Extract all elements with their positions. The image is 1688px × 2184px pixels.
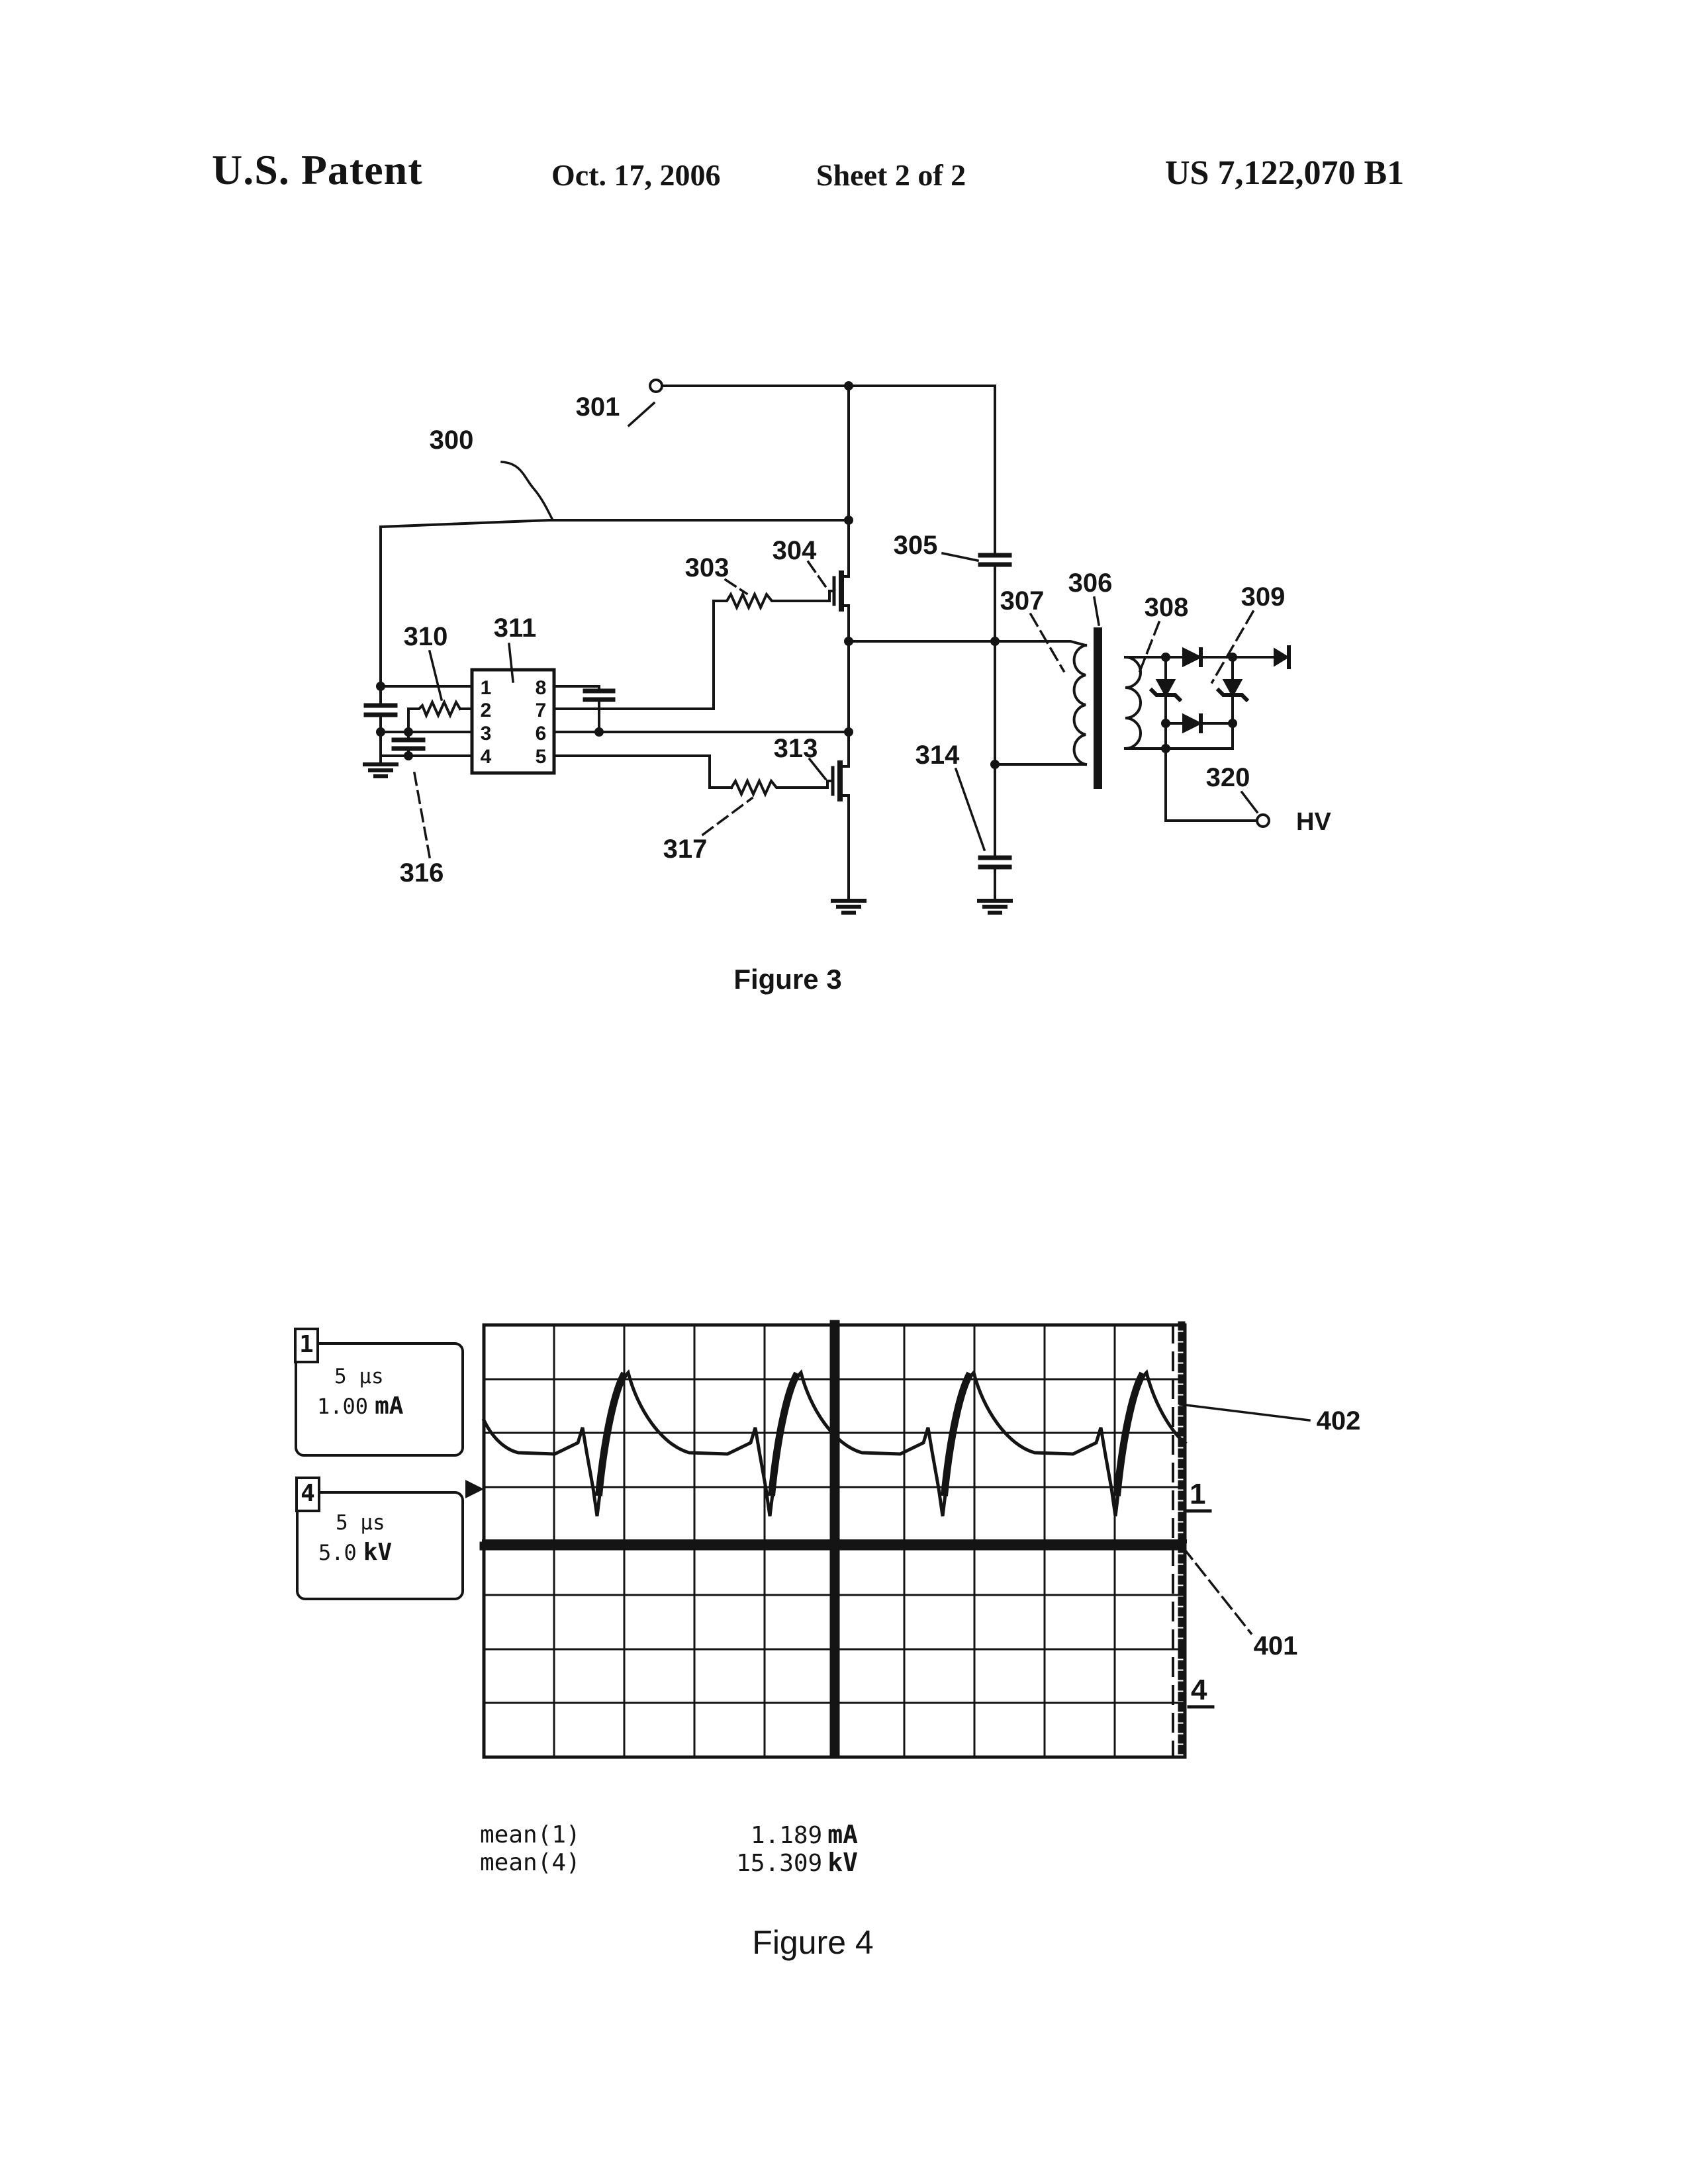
label-311: 311 xyxy=(493,614,537,643)
ch4-scale-value: 5.0 xyxy=(318,1540,357,1565)
ch1-trace-fast-edges xyxy=(599,1377,1141,1492)
label-316: 316 xyxy=(399,858,444,887)
ch4-scale xyxy=(318,1539,461,1566)
capacitor-305 xyxy=(980,555,1009,565)
ground-symbol-leg-icon xyxy=(979,901,1011,913)
patent-header-number: US 7,122,070 B1 xyxy=(1165,154,1405,192)
ch4-timebase: 5 µs xyxy=(336,1511,385,1535)
resistor-317 xyxy=(731,781,833,794)
figure4-caption: Figure 4 xyxy=(752,1924,874,1961)
mean1-label: mean(1) xyxy=(480,1821,581,1848)
label-310: 310 xyxy=(403,622,448,651)
leader-308 xyxy=(1140,622,1159,671)
label-300: 300 xyxy=(429,426,474,455)
label-402: 402 xyxy=(1316,1406,1361,1435)
pin-4: 4 xyxy=(480,746,492,768)
figure3-caption: Figure 3 xyxy=(733,964,842,995)
label-314: 314 xyxy=(915,741,960,770)
pin-2: 2 xyxy=(480,700,492,721)
marker-ch1: 1 xyxy=(1190,1478,1206,1510)
hv-terminal-icon xyxy=(1257,815,1269,827)
mosfet-313 xyxy=(833,763,849,799)
patent-header-date: Oct. 17, 2006 xyxy=(551,158,721,192)
capacitor-316 xyxy=(366,705,395,715)
pin-8: 8 xyxy=(535,677,547,699)
ch1-scale-unit: mA xyxy=(375,1392,404,1420)
leader-lines xyxy=(414,403,1257,857)
mean1-value-row xyxy=(702,1820,858,1849)
label-308: 308 xyxy=(1144,593,1189,622)
capacitor-pin8 xyxy=(585,691,613,700)
patent-header-title: U.S. Patent xyxy=(212,146,423,193)
transformer-primary-307 xyxy=(1074,645,1086,764)
mean4-value-row xyxy=(702,1848,858,1877)
ground-symbol-bus-icon xyxy=(833,901,865,913)
label-305: 305 xyxy=(893,531,938,560)
ch4-settings-box xyxy=(296,1491,464,1600)
trigger-arrow-icon xyxy=(465,1480,484,1498)
leader-304 xyxy=(808,562,825,586)
label-301: 301 xyxy=(575,392,620,422)
label-313: 313 xyxy=(773,734,818,763)
rectifier-network xyxy=(1125,647,1289,821)
leader-317 xyxy=(703,798,752,835)
pin-7: 7 xyxy=(535,700,547,721)
leader-311 xyxy=(509,644,513,682)
pin7-wire xyxy=(554,601,714,709)
label-307: 307 xyxy=(1000,586,1045,615)
patent-header-sheet: Sheet 2 of 2 xyxy=(816,158,966,192)
label-320: 320 xyxy=(1205,763,1250,792)
capacitor-c2 xyxy=(394,740,423,749)
resistor-303 xyxy=(714,591,834,608)
ground-symbol-left-icon xyxy=(365,764,397,776)
label-401: 401 xyxy=(1253,1631,1298,1661)
label-309: 309 xyxy=(1241,582,1286,612)
leader-314 xyxy=(956,769,984,850)
leader-310 xyxy=(430,651,442,700)
capacitor-314 xyxy=(980,858,1009,867)
label-304: 304 xyxy=(772,536,817,565)
label-hv: HV xyxy=(1296,808,1331,836)
mean4-unit: kV xyxy=(827,1848,858,1877)
leader-320 xyxy=(1242,792,1257,812)
ic-pin-numbers xyxy=(481,677,547,768)
figure3-schematic xyxy=(365,380,1331,913)
leader-316 xyxy=(414,773,430,857)
transformer-core-306 xyxy=(1094,627,1102,789)
primary-top-wire xyxy=(849,641,1086,645)
label-303: 303 xyxy=(684,553,729,582)
pin-3: 3 xyxy=(480,723,492,745)
label-306: 306 xyxy=(1068,569,1113,598)
transformer-secondary-308 xyxy=(1125,657,1141,749)
pin-5: 5 xyxy=(535,746,547,768)
figure4-oscilloscope xyxy=(465,1325,1360,1757)
ch1-scale xyxy=(317,1392,461,1420)
pin-1: 1 xyxy=(480,677,492,699)
leader-305 xyxy=(943,553,978,561)
right-channel-markers xyxy=(1188,1478,1213,1707)
mean4-value: 15.309 xyxy=(736,1850,823,1877)
leader-306 xyxy=(1094,598,1099,625)
mean4-label: mean(4) xyxy=(480,1849,581,1876)
vcc-loop-wire xyxy=(381,520,849,527)
marker-ch4: 4 xyxy=(1191,1674,1207,1706)
ch1-settings-box xyxy=(295,1342,464,1457)
ch1-marker-glyph: 1 xyxy=(294,1328,319,1363)
leader-300 xyxy=(502,462,552,519)
ch4-scale-unit: kV xyxy=(363,1539,393,1566)
pin-6: 6 xyxy=(535,723,547,745)
resistor-310 xyxy=(408,702,460,715)
output-arrow-icon xyxy=(1275,650,1287,664)
mosfet-304 xyxy=(834,573,849,609)
label-317: 317 xyxy=(663,835,708,864)
leader-301 xyxy=(629,403,654,426)
mean1-value: 1.189 xyxy=(750,1822,823,1849)
leader-402 xyxy=(1180,1404,1309,1420)
input-terminal-icon xyxy=(650,380,662,392)
ch1-scale-value: 1.00 xyxy=(317,1394,369,1419)
leader-401 xyxy=(1183,1547,1251,1633)
pin5-wire xyxy=(554,756,731,788)
ch4-marker-glyph: 4 xyxy=(295,1477,320,1512)
mean1-unit: mA xyxy=(827,1820,858,1849)
ch1-timebase: 5 µs xyxy=(334,1365,384,1388)
